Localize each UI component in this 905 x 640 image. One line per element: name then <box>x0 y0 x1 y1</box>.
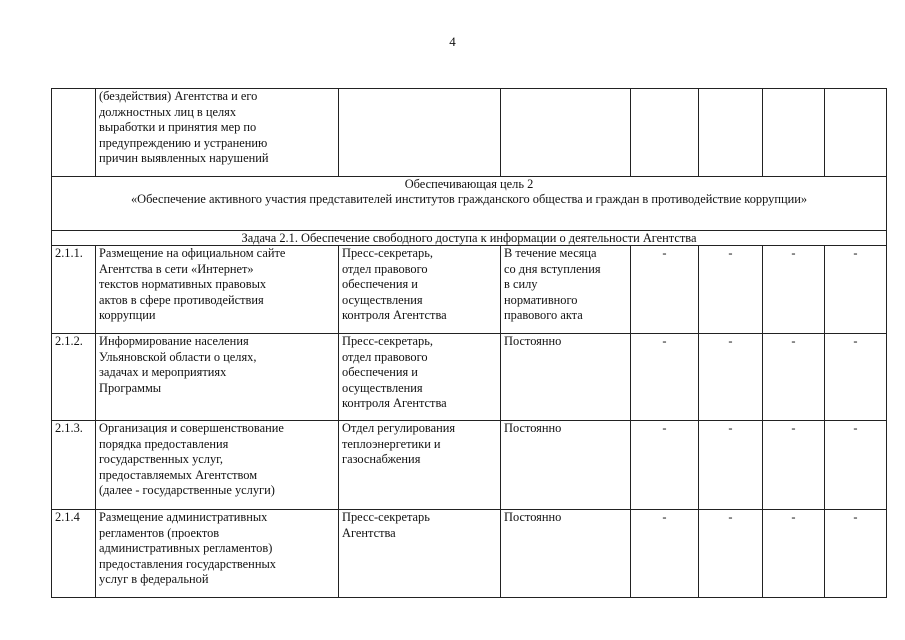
responsible-line: осуществления <box>342 380 423 395</box>
description-line: Ульяновской области о целях, <box>99 349 257 364</box>
goal-cell <box>52 177 887 231</box>
description-line: Размещение на официальном сайте <box>99 246 286 260</box>
description-line: услуг в федеральной <box>99 572 209 586</box>
responsible-line: осуществления <box>342 292 423 307</box>
deadline-line: правового акта <box>504 308 583 322</box>
description-line: порядка предоставления <box>99 436 229 451</box>
deadline-cell <box>501 421 631 510</box>
task-cell: Задача 2.1. Обеспечение свободного доступа к информации о деятельности Агентства <box>52 231 887 246</box>
responsible-cell <box>339 421 501 510</box>
value-cell: - <box>699 246 763 334</box>
deadline-cell <box>501 89 631 177</box>
description-line: выработки и принятия мер по <box>99 120 257 134</box>
responsible-line: контроля Агентства <box>342 308 447 322</box>
description-line: Размещение административных <box>99 510 268 524</box>
task-header-row <box>52 231 887 246</box>
row-number-cell: 2.1.2. <box>52 334 96 421</box>
description-line: (бездействия) Агентства и его <box>99 89 258 103</box>
value-cell: - <box>763 510 825 598</box>
value-cell: - <box>699 510 763 598</box>
description-line: актов в сфере противодействия <box>99 292 264 307</box>
value-cell: - <box>763 334 825 421</box>
row-number-cell: 2.1.3. <box>52 421 96 510</box>
responsible-cell <box>339 246 501 334</box>
responsible-line: обеспечения и <box>342 365 418 379</box>
description-line: предупреждению и устранению <box>99 135 268 150</box>
value-cell: - <box>825 334 887 421</box>
responsible-line: отдел правового <box>342 349 428 364</box>
goal-title: Обеспечивающая цель 2 <box>404 177 534 191</box>
row-number-cell: 2.1.4 <box>52 510 96 598</box>
row-number-cell <box>52 89 96 177</box>
description-line: предоставляемых Агентством <box>99 467 258 482</box>
description-line: должностных лиц в целях <box>99 104 237 119</box>
value-cell: - <box>763 246 825 334</box>
value-cell: - <box>825 510 887 598</box>
value-cell: - <box>825 246 887 334</box>
measure-description-cell <box>96 334 339 421</box>
description-line: текстов нормативных правовых <box>99 277 267 291</box>
description-line: Программы <box>99 380 162 395</box>
responsible-line: контроля Агентства <box>342 396 447 410</box>
responsible-line: Пресс-секретарь <box>342 510 430 524</box>
description-line: (далее - государственные услуги) <box>99 483 275 497</box>
table-row-continuation <box>52 89 887 177</box>
value-cell <box>699 89 763 177</box>
deadline-line: в силу <box>504 277 538 291</box>
responsible-line: Пресс-секретарь, <box>342 246 433 260</box>
value-cell: - <box>631 421 699 510</box>
page-number: 4 <box>449 34 456 49</box>
table-row <box>52 510 887 598</box>
value-cell: - <box>631 334 699 421</box>
deadline-cell <box>501 510 631 598</box>
description-line: административных регламентов) <box>99 541 273 555</box>
table-row <box>52 334 887 421</box>
value-cell: - <box>699 334 763 421</box>
value-cell: - <box>763 421 825 510</box>
measure-description-cell <box>96 421 339 510</box>
deadline-line: нормативного <box>504 292 578 307</box>
value-cell <box>631 89 699 177</box>
goal-header-row <box>52 177 887 231</box>
table-row <box>52 246 887 334</box>
measure-description-cell <box>96 89 339 177</box>
goal-text: «Обеспечение активного участия представителей институтов гражданского общества и граждан в противодействие коррупции» <box>130 192 808 206</box>
measure-description-cell <box>96 246 339 334</box>
deadline-cell <box>501 334 631 421</box>
description-line: Организация и совершенствование <box>99 421 284 435</box>
value-cell: - <box>631 510 699 598</box>
responsible-line: Пресс-секретарь, <box>342 334 433 348</box>
deadline-line: Постоянно <box>504 421 562 435</box>
description-line: предоставления государственных <box>99 556 276 571</box>
responsible-line: газоснабжения <box>342 452 421 466</box>
description-line: Агентства в сети «Интернет» <box>99 261 254 276</box>
description-line: задачах и мероприятиях <box>99 365 227 379</box>
value-cell <box>763 89 825 177</box>
value-cell <box>825 89 887 177</box>
responsible-line: Агентства <box>342 525 396 540</box>
description-line: государственных услуг, <box>99 452 223 466</box>
table-row <box>52 421 887 510</box>
deadline-line: со дня вступления <box>504 261 601 276</box>
responsible-line: отдел правового <box>342 261 428 276</box>
responsible-line: Отдел регулирования <box>342 421 456 435</box>
responsible-cell <box>339 334 501 421</box>
program-measures-table <box>51 88 887 598</box>
description-line: Информирование населения <box>99 334 249 348</box>
row-number-cell: 2.1.1. <box>52 246 96 334</box>
value-cell: - <box>631 246 699 334</box>
description-line: причин выявленных нарушений <box>99 151 269 165</box>
responsible-line: обеспечения и <box>342 277 418 291</box>
deadline-line: В течение месяца <box>504 246 597 260</box>
deadline-cell <box>501 246 631 334</box>
measure-description-cell <box>96 510 339 598</box>
description-line: регламентов (проектов <box>99 525 220 540</box>
deadline-line: Постоянно <box>504 510 562 524</box>
deadline-line: Постоянно <box>504 334 562 348</box>
value-cell: - <box>699 421 763 510</box>
value-cell: - <box>825 421 887 510</box>
responsible-cell <box>339 510 501 598</box>
responsible-cell <box>339 89 501 177</box>
responsible-line: теплоэнергетики и <box>342 436 441 451</box>
description-line: коррупции <box>99 308 156 322</box>
